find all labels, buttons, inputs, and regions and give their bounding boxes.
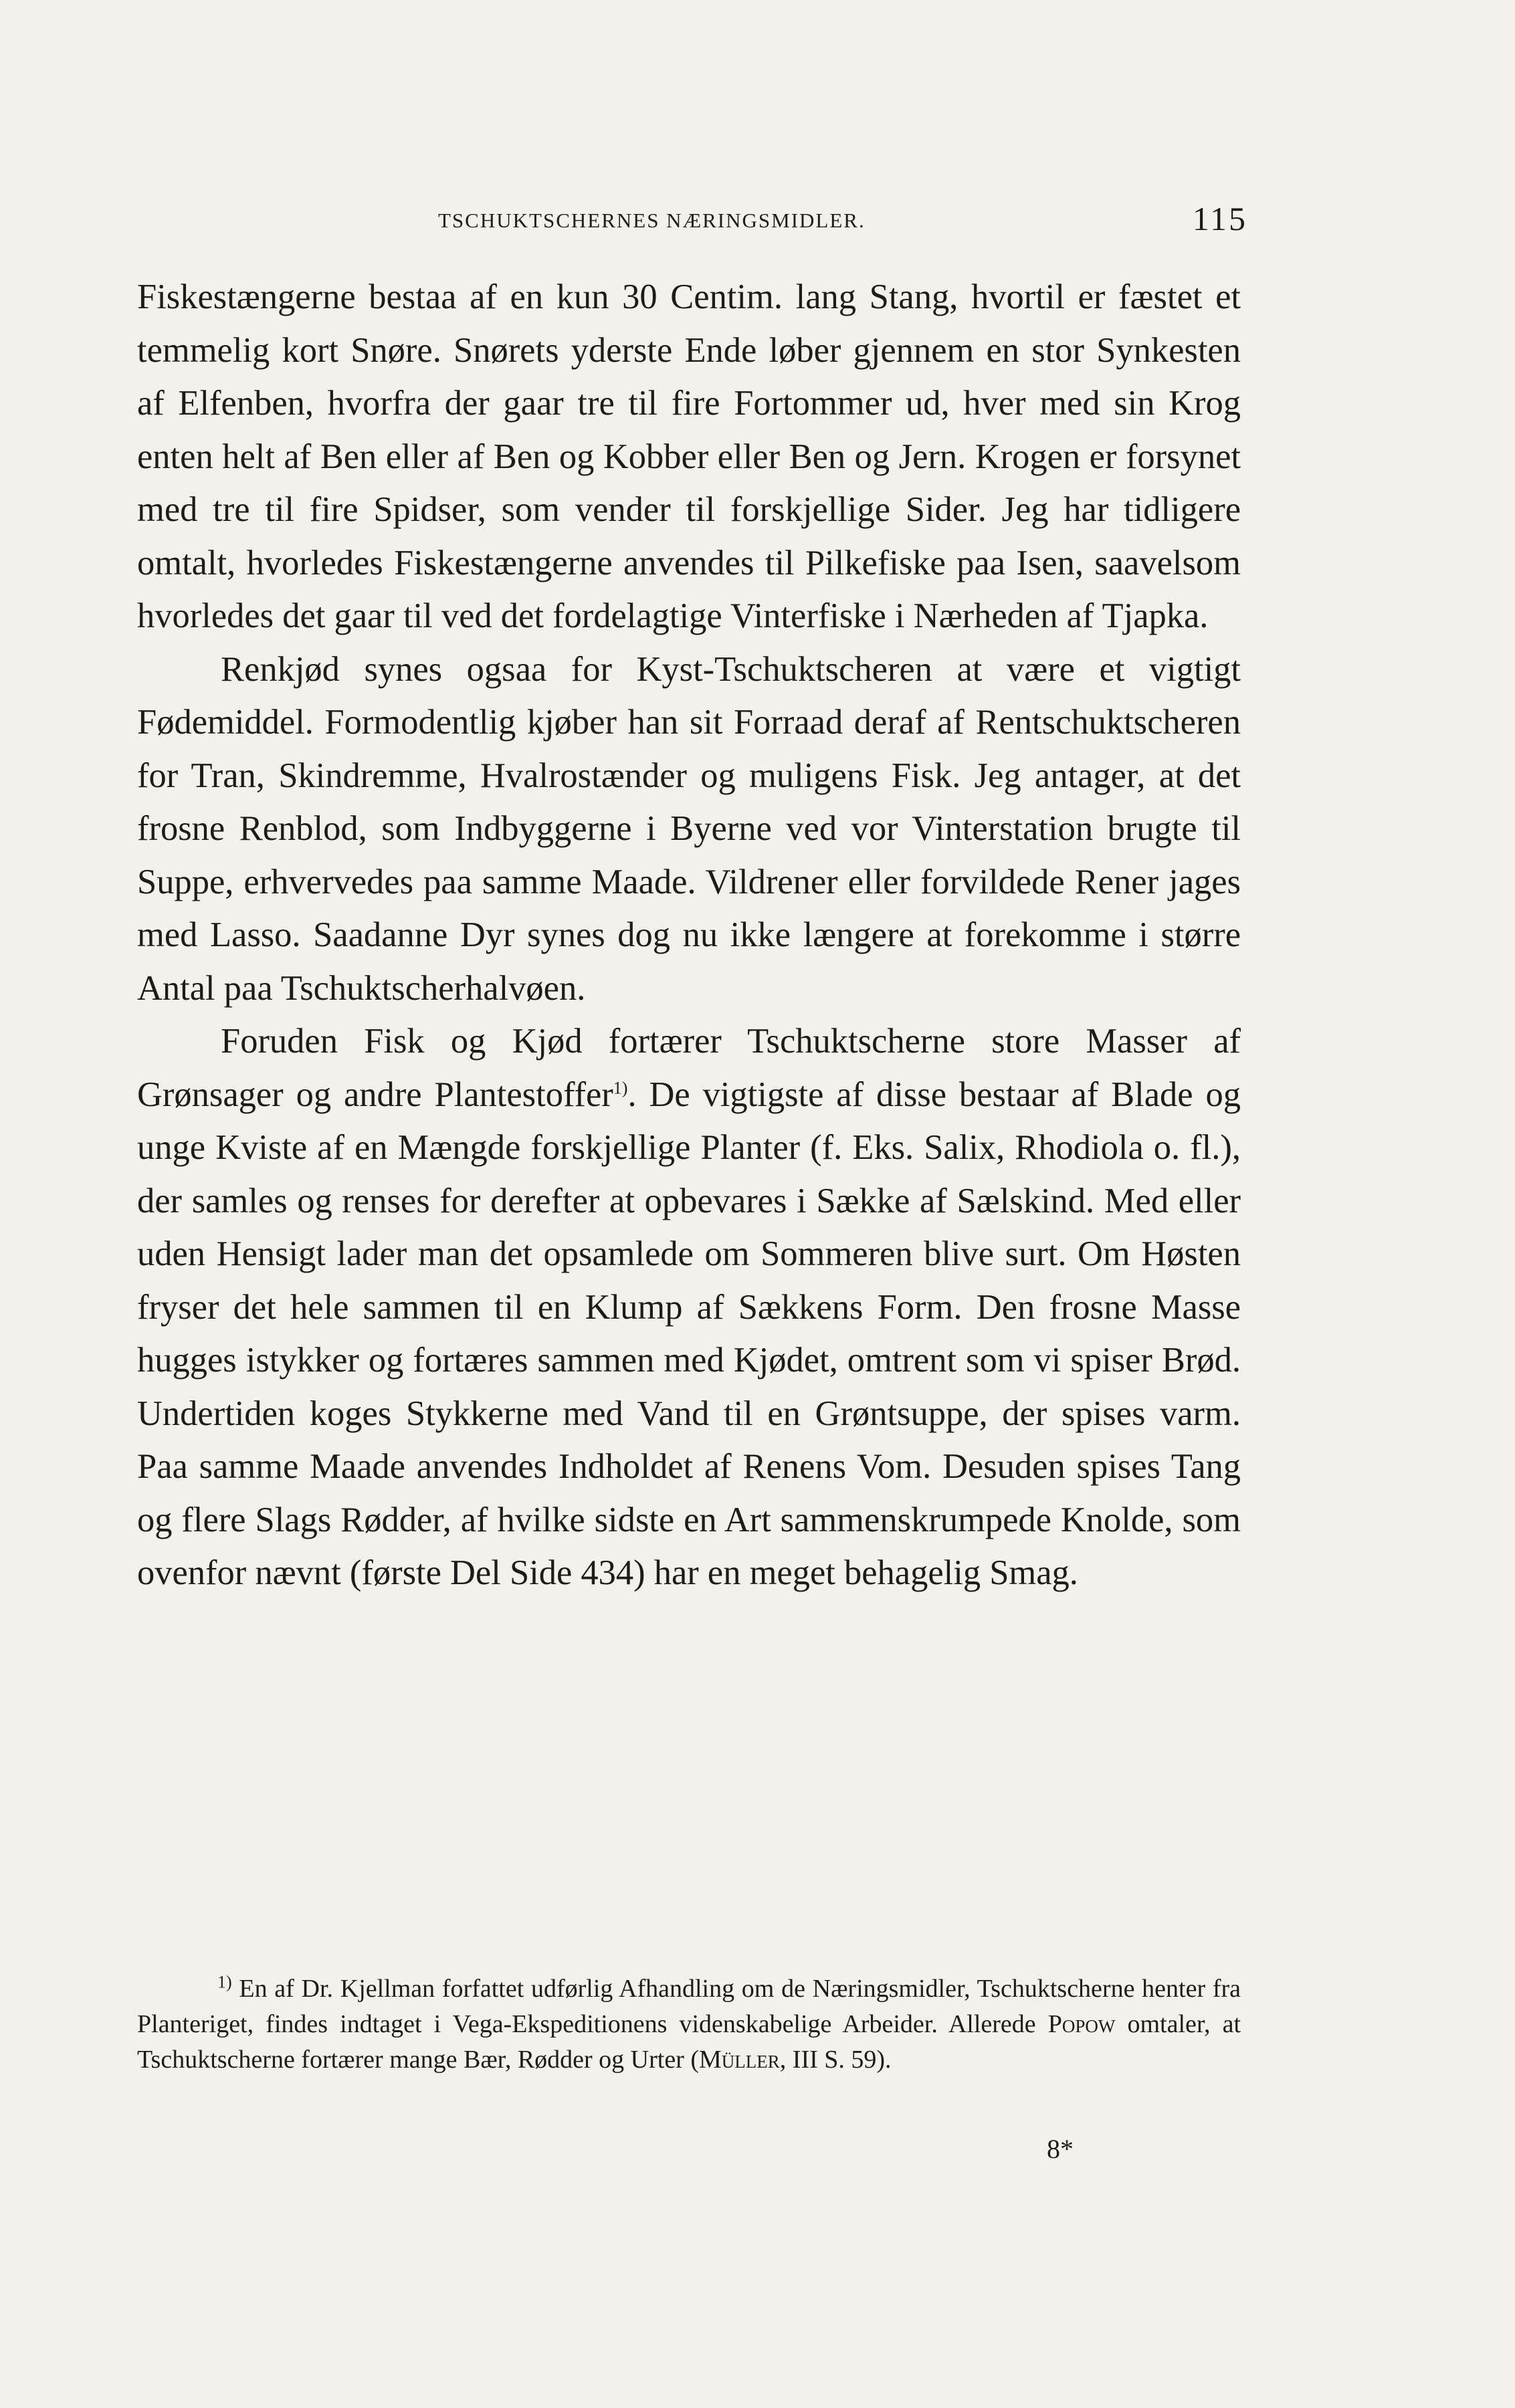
footnote-text: , III S. 59).: [779, 2046, 892, 2074]
paragraph-text: . De vigtigste af disse bestaar af Blade og unge Kviste af en Mængde forskjellige Planter (f. Eks. Salix, Rhodiola o. fl.), der samles og renses for derefter at opbevares i Sække af Sælskind. Med eller uden Hensigt lader man det opsamlede om Sommeren blive surt. Om Høsten fryser det hele sammen til en Klump af Sækkens Form. Den frosne Masse hugges istykker og fortæres sammen med Kjødet, omtrent som vi spiser Brød. Undertiden koges Stykkerne med Vand til en Grøntsuppe, der spises varm. Paa samme Maade anvendes Indholdet af Renens Vom. Desuden spises Tang og flere Slags Rødder, af hvilke sidste en Art sammenskrumpede Knolde, som ovenfor nævnt (første Del Side 434) har en meget behagelig Smag.: [137, 1075, 1241, 1592]
paragraph: [137, 1015, 1241, 1600]
footnote-marker: 1): [217, 1972, 232, 1992]
paragraph: Fiskestængerne bestaa af en kun 30 Centim. lang Stang, hvortil er fæstet et temmelig kort Snøre. Snørets yderste Ende løber gjennem en stor Synkesten af Elfenben, hvorfra der gaar tre til fire Fortommer ud, hver med sin Krog enten helt af Ben eller af Ben og Kobber eller Ben og Jern. Krogen er forsynet med tre til fire Spidser, som vender til forskjellige Sider. Jeg har tidligere omtalt, hvorledes Fiskestængerne anvendes til Pilkefiske paa Isen, saavelsom hvorledes det gaar til ved det fordelagtige Vinterfiske i Nærheden af Tjapka.: [137, 278, 1241, 635]
paragraph-text: Foruden Fisk og Kjød fortærer Tschuktscherne store Masser af Grønsager og andre Plantestoffer: [137, 1022, 1241, 1114]
footnote-text: omtaler, at Tschuktscherne fortærer mange Bær, Rødder og Urter (: [137, 2010, 1241, 2074]
footnote-text: En af Dr. Kjellman forfattet udførlig Afhandling om de Næringsmidler, Tschuktscherne henter fra Planteriget, findes indtaget i Vega-Ekspeditionens videnskabelige Arbeider. Allerede: [137, 1975, 1241, 2038]
footnote-author: Müller: [699, 2046, 780, 2074]
body-text: [137, 271, 1241, 1600]
footnote-author: Popow: [1047, 2010, 1116, 2038]
paragraph: Renkjød synes ogsaa for Kyst-Tschuktscheren at være et vigtigt Fødemiddel. Formodentlig kjøber han sit Forraad deraf af Rentschuktscheren for Tran, Skindremme, Hvalrostænder og muligens Fisk. Jeg antager, at det frosne Renblod, som Indbyggerne i Byerne ved vor Vinterstation brugte til Suppe, erhvervedes paa samme Maade. Vildrener eller forvildede Rener jages med Lasso. Saadanne Dyr synes dog nu ikke længere at forekomme i større Antal paa Tschuktscherhalvøen.: [137, 649, 1241, 1008]
running-title: TSCHUKTSCHERNES NÆRINGSMIDLER.: [438, 209, 866, 232]
footnote: [137, 1971, 1241, 2078]
footnote-reference: 1): [613, 1078, 628, 1097]
signature-mark: 8*: [1047, 2134, 1074, 2164]
running-header: [134, 199, 1247, 239]
page-number: 115: [1192, 200, 1247, 237]
